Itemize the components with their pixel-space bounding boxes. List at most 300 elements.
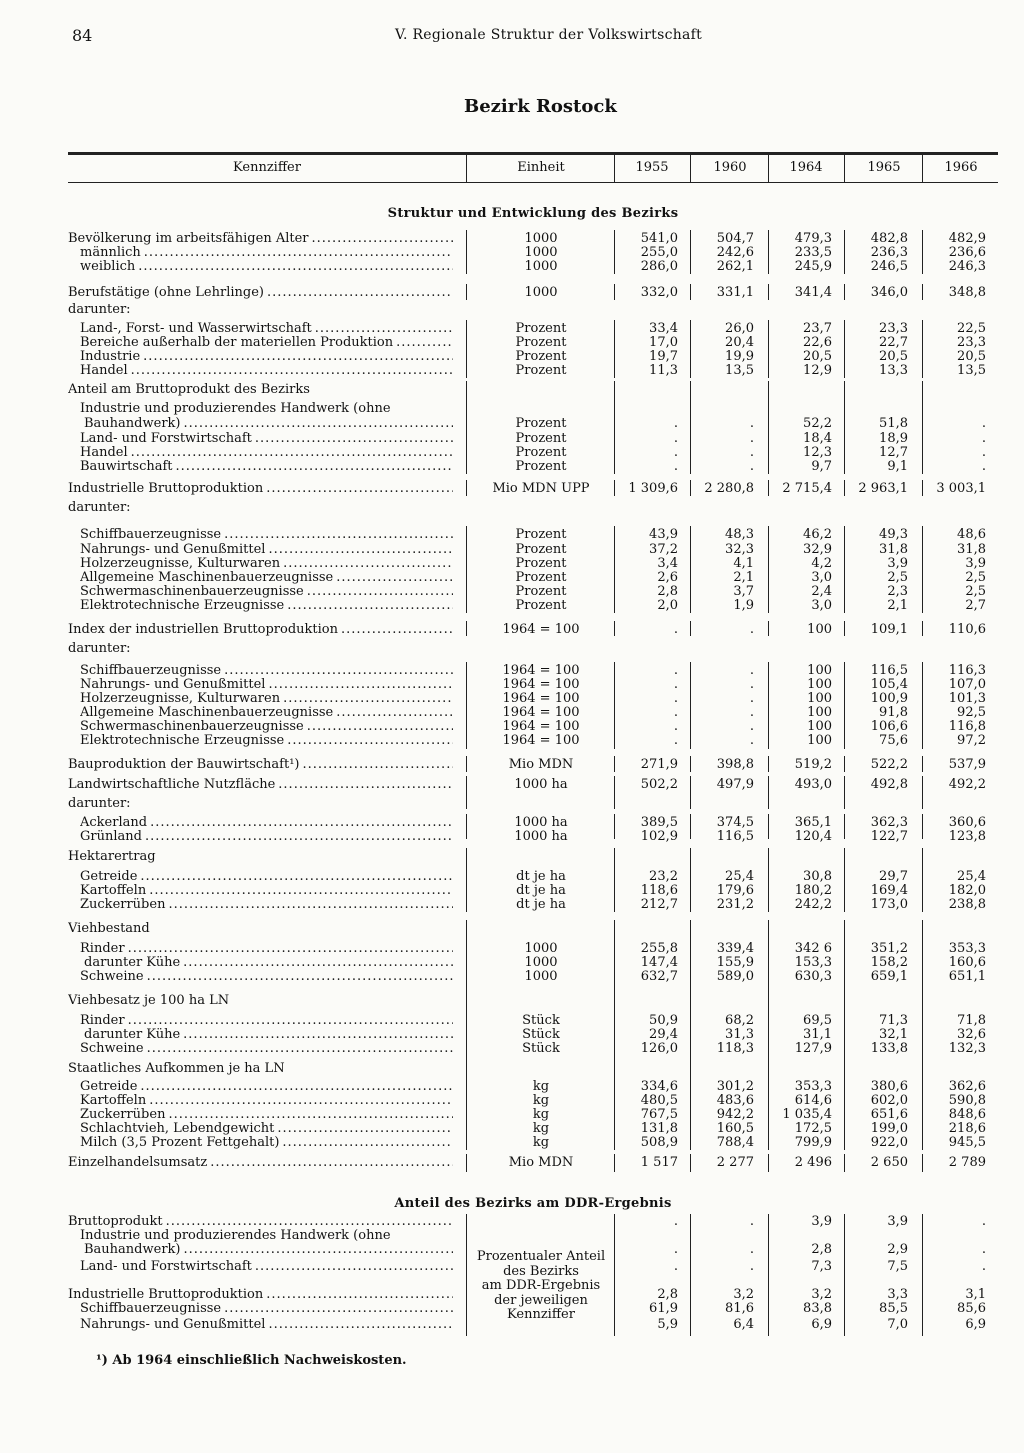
dot-leader: [307, 585, 453, 599]
row-label: [68, 922, 453, 936]
row-unit: 1000: [524, 285, 558, 300]
row-value: 480,5: [640, 1093, 678, 1108]
dot-leader: [168, 1108, 453, 1122]
table-row: [68, 417, 998, 431]
row-value: 18,9: [879, 431, 908, 446]
column-rule: [690, 814, 691, 839]
row-label-text: Schlachtvieh, Lebendgewicht: [80, 1122, 275, 1136]
share-unit-line: der jeweiligen: [494, 1292, 588, 1308]
column-rule: [768, 621, 769, 636]
row-value: 334,6: [640, 1079, 678, 1094]
row-value: 12,7: [879, 445, 908, 460]
row-value: .: [673, 705, 678, 720]
table-row: [68, 816, 998, 830]
row-label: [68, 797, 453, 811]
row-label: [80, 1229, 453, 1243]
row-value: 100: [807, 622, 832, 637]
row-label: [80, 734, 453, 748]
row-value: 17,0: [649, 335, 678, 350]
column-rule: [922, 230, 923, 274]
column-rule: [844, 230, 845, 274]
row-label: [68, 994, 453, 1008]
row-value: 147,4: [640, 955, 678, 970]
row-value: 32,6: [957, 1027, 986, 1042]
column-rule: [614, 1060, 615, 1150]
row-unit: Stück: [522, 1013, 560, 1028]
row-value: 22,7: [879, 335, 908, 350]
table-row: [68, 1122, 998, 1136]
table-row: [68, 1243, 998, 1257]
row-value: 365,1: [794, 815, 832, 830]
row-value: 362,6: [948, 1079, 986, 1094]
row-value: 242,6: [716, 245, 754, 260]
row-value: 71,3: [879, 1013, 908, 1028]
row-value: 109,1: [870, 622, 908, 637]
row-unit: Prozent: [515, 584, 567, 599]
column-rule: [690, 776, 691, 809]
row-value: .: [673, 733, 678, 748]
table-row: [68, 758, 998, 772]
row-value: 2 789: [948, 1155, 986, 1170]
row-unit: 1000: [524, 259, 558, 274]
table-row: [68, 482, 998, 496]
row-value: 68,2: [725, 1013, 754, 1028]
row-value: 100,9: [870, 691, 908, 706]
dot-leader: [168, 898, 453, 912]
column-rule: [466, 756, 467, 772]
row-value: 31,8: [957, 542, 986, 557]
row-value: 541,0: [640, 231, 678, 246]
row-label: [80, 585, 453, 599]
row-label: [80, 1108, 453, 1122]
row-label: [68, 1156, 453, 1170]
row-label-text: Rinder: [80, 942, 125, 956]
row-unit: 1964 = 100: [502, 705, 580, 720]
column-rule: [768, 1060, 769, 1150]
row-label-text: Nahrungs- und Genußmittel: [80, 678, 266, 692]
row-value: 2,5: [965, 570, 986, 585]
section-title-share: Anteil des Bezirks am DDR-Ergebnis: [394, 1196, 672, 1211]
row-value: .: [673, 431, 678, 446]
table-row: [68, 797, 998, 811]
table-row: [68, 970, 998, 984]
row-value: 7,3: [811, 1259, 832, 1274]
row-value: 2,1: [887, 598, 908, 613]
row-label: [80, 1042, 453, 1056]
row-label: [84, 1243, 453, 1257]
row-unit: Prozent: [515, 416, 567, 431]
row-value: 3,2: [733, 1287, 754, 1302]
row-unit: 1000: [524, 941, 558, 956]
row-value: 3,0: [811, 598, 832, 613]
column-rule: [768, 480, 769, 496]
row-unit: Prozent: [515, 570, 567, 585]
page-title: Bezirk Rostock: [464, 96, 617, 117]
row-value: 602,0: [870, 1093, 908, 1108]
header-column-rule: [466, 152, 467, 182]
table-row: [68, 585, 998, 599]
row-unit: Prozent: [515, 363, 567, 378]
row-label: [80, 830, 453, 844]
row-label: [68, 758, 453, 772]
row-value: 482,8: [870, 231, 908, 246]
table-row: [68, 1136, 998, 1150]
row-value: 262,1: [716, 259, 754, 274]
row-value: 651,6: [870, 1107, 908, 1122]
table-row: [68, 322, 998, 336]
row-label-text: darunter Kühe: [84, 956, 181, 970]
table-row: [68, 460, 998, 474]
row-value: 85,5: [879, 1301, 908, 1316]
row-unit: 1964 = 100: [502, 663, 580, 678]
column-rule: [844, 526, 845, 613]
row-label-text: Bereiche außerhalb der materiellen Produktion: [80, 336, 394, 350]
row-label-text: Grünland: [80, 830, 142, 844]
row-unit: Stück: [522, 1027, 560, 1042]
row-value: 160,5: [716, 1121, 754, 1136]
row-value: 120,4: [794, 829, 832, 844]
table-row: [68, 260, 998, 274]
page-number: 84: [72, 26, 93, 45]
row-value: 22,6: [803, 335, 832, 350]
row-value: 255,0: [640, 245, 678, 260]
row-value: 122,7: [870, 829, 908, 844]
row-value: 590,8: [948, 1093, 986, 1108]
column-rule: [922, 381, 923, 474]
row-unit: 1000 ha: [514, 777, 568, 792]
row-value: 271,9: [640, 757, 678, 772]
row-value: 3,9: [887, 1214, 908, 1229]
row-label-text: Elektrotechnische Erzeugnisse: [80, 734, 285, 748]
dot-leader: [268, 543, 453, 557]
row-value: 522,2: [870, 757, 908, 772]
dot-leader: [224, 528, 453, 542]
row-label: [68, 642, 453, 656]
row-unit: Prozent: [515, 598, 567, 613]
row-label: [80, 664, 453, 678]
dot-leader: [341, 623, 453, 637]
row-label: [84, 956, 453, 970]
dot-leader: [255, 432, 453, 446]
row-value: 4,1: [733, 556, 754, 571]
row-value: 3,7: [733, 584, 754, 599]
row-unit: Stück: [522, 1041, 560, 1056]
row-label-text: Kartoffeln: [80, 1094, 147, 1108]
row-value: 2 496: [794, 1155, 832, 1170]
row-value: 91,8: [879, 705, 908, 720]
row-value: 2,5: [965, 584, 986, 599]
dot-leader: [336, 706, 453, 720]
row-value: 100: [807, 733, 832, 748]
row-value: 100: [807, 691, 832, 706]
row-value: .: [673, 719, 678, 734]
dot-leader: [176, 460, 453, 474]
row-label-text: Schweine: [80, 1042, 144, 1056]
row-unit: 1000: [524, 245, 558, 260]
row-label-text: Nahrungs- und Genußmittel: [80, 1318, 266, 1332]
row-value: 492,2: [948, 777, 986, 792]
row-value: 332,0: [640, 285, 678, 300]
table-row: [68, 692, 998, 706]
table-row: [68, 528, 998, 542]
row-value: 346,0: [870, 285, 908, 300]
row-value: 46,2: [803, 527, 832, 542]
row-label-text: Bauhandwerk): [84, 1243, 181, 1257]
row-label: [68, 623, 453, 637]
dot-leader: [140, 1080, 453, 1094]
row-value: 493,0: [794, 777, 832, 792]
row-label: [80, 706, 453, 720]
row-value: 245,9: [794, 259, 832, 274]
column-rule: [844, 662, 845, 749]
table-row: [68, 942, 998, 956]
row-label-text: Bauwirtschaft: [80, 460, 173, 474]
row-value: 49,3: [879, 527, 908, 542]
row-label-text: Ackerland: [80, 816, 148, 830]
row-value: 614,6: [794, 1093, 832, 1108]
row-value: 331,1: [716, 285, 754, 300]
column-rule: [466, 662, 467, 749]
row-label-text: Industrie und produzierendes Handwerk (ohne: [80, 402, 391, 416]
row-value: 651,1: [948, 969, 986, 984]
column-rule: [922, 621, 923, 636]
row-value: .: [749, 719, 754, 734]
row-value: 33,4: [649, 321, 678, 336]
column-rule: [466, 381, 467, 474]
table-row: [68, 1080, 998, 1094]
column-rule: [614, 381, 615, 474]
header-column-rule: [768, 152, 769, 182]
dot-leader: [266, 1288, 453, 1302]
row-label: [68, 778, 453, 792]
row-label-text: Allgemeine Maschinenbauerzeugnisse: [80, 571, 334, 585]
column-rule: [768, 320, 769, 378]
row-value: 2,9: [887, 1242, 908, 1257]
row-label: [80, 322, 453, 336]
table-row: [68, 706, 998, 720]
dot-leader: [144, 246, 453, 260]
table-row: [68, 678, 998, 692]
column-rule: [466, 284, 467, 300]
column-rule: [922, 814, 923, 839]
row-value: 492,8: [870, 777, 908, 792]
header-column-rule: [690, 152, 691, 182]
column-rule: [690, 848, 691, 912]
table-row: [68, 664, 998, 678]
row-value: 20,5: [957, 349, 986, 364]
row-value: 81,6: [725, 1301, 754, 1316]
row-unit: Prozent: [515, 445, 567, 460]
row-value: 2,5: [887, 570, 908, 585]
header-column-rule: [614, 152, 615, 182]
row-value: 23,2: [649, 869, 678, 884]
row-label: [68, 1288, 453, 1302]
row-value: .: [749, 459, 754, 474]
dot-leader: [143, 350, 453, 364]
row-value: 2,8: [811, 1242, 832, 1257]
row-value: 126,0: [640, 1041, 678, 1056]
row-label-text: Zuckerrüben: [80, 898, 166, 912]
row-label: [80, 246, 453, 260]
row-value: 2 715,4: [782, 481, 832, 496]
row-value: 97,2: [957, 733, 986, 748]
table-row: [68, 557, 998, 571]
table-row: [68, 1318, 998, 1332]
row-value: 246,3: [948, 259, 986, 274]
row-label-text: Industrie: [80, 350, 141, 364]
row-unit: kg: [532, 1093, 550, 1108]
row-label: [80, 1014, 453, 1028]
column-rule: [922, 756, 923, 772]
row-unit: 1964 = 100: [502, 677, 580, 692]
row-value: 2,8: [657, 1287, 678, 1302]
column-rule: [466, 621, 467, 636]
column-rule: [614, 1214, 615, 1336]
row-value: 9,7: [811, 459, 832, 474]
row-label-text: Index der industriellen Bruttoproduktion: [68, 623, 338, 637]
row-value: 238,8: [948, 897, 986, 912]
row-unit: Prozent: [515, 527, 567, 542]
row-value: 179,6: [716, 883, 754, 898]
column-rule: [922, 320, 923, 378]
row-label-text: darunter:: [68, 303, 131, 317]
row-unit: Prozent: [515, 349, 567, 364]
row-label: [68, 482, 453, 496]
row-value: 127,9: [794, 1041, 832, 1056]
column-rule: [690, 320, 691, 378]
row-value: .: [981, 431, 986, 446]
table-row: [68, 432, 998, 446]
row-label: [80, 557, 453, 571]
dot-leader: [147, 970, 453, 984]
row-label: [80, 350, 453, 364]
row-label-text: Bruttoprodukt: [68, 1215, 163, 1229]
table-row: [68, 956, 998, 970]
row-value: 11,3: [649, 363, 678, 378]
dot-leader: [183, 1028, 453, 1042]
row-value: 48,3: [725, 527, 754, 542]
column-rule: [614, 776, 615, 809]
column-rule: [614, 284, 615, 300]
row-label: [80, 402, 453, 416]
row-value: 13,5: [957, 363, 986, 378]
row-value: 218,6: [948, 1121, 986, 1136]
table-row: [68, 501, 998, 515]
row-label-text: Einzelhandelsumsatz: [68, 1156, 208, 1170]
column-rule: [844, 1154, 845, 1172]
row-value: 43,9: [649, 527, 678, 542]
row-value: .: [673, 1259, 678, 1274]
row-label-text: männlich: [80, 246, 141, 260]
row-value: .: [981, 416, 986, 431]
row-label: [80, 1136, 453, 1150]
row-value: 100: [807, 705, 832, 720]
column-rule: [614, 526, 615, 613]
row-label: [80, 1080, 453, 1094]
row-value: 341,4: [794, 285, 832, 300]
column-rule: [844, 621, 845, 636]
dot-leader: [266, 482, 453, 496]
row-label-text: Schwermaschinenbauerzeugnisse: [80, 585, 304, 599]
column-rule: [466, 814, 467, 839]
column-rule: [844, 756, 845, 772]
row-value: 246,5: [870, 259, 908, 274]
row-label-text: Bauproduktion der Bauwirtschaft¹): [68, 758, 300, 772]
row-label: [80, 446, 453, 460]
column-rule: [768, 1154, 769, 1172]
row-value: .: [673, 691, 678, 706]
row-unit: 1000 ha: [514, 829, 568, 844]
row-value: 32,9: [803, 542, 832, 557]
dot-leader: [145, 830, 453, 844]
row-value: .: [749, 733, 754, 748]
column-rule: [614, 320, 615, 378]
dot-leader: [183, 417, 453, 431]
table-row: [68, 870, 998, 884]
column-rule: [922, 1060, 923, 1150]
row-label-text: Elektrotechnische Erzeugnisse: [80, 599, 285, 613]
row-label: [68, 303, 453, 317]
dot-leader: [283, 692, 453, 706]
column-rule: [922, 662, 923, 749]
table-row: [68, 383, 998, 397]
row-label-text: Allgemeine Maschinenbauerzeugnisse: [80, 706, 334, 720]
row-unit: Prozent: [515, 321, 567, 336]
table-row: [68, 1288, 998, 1302]
table-row: [68, 1108, 998, 1122]
row-label: [80, 1318, 453, 1332]
row-unit: Prozent: [515, 556, 567, 571]
row-label: [68, 232, 453, 246]
dot-leader: [224, 1302, 453, 1316]
dot-leader: [287, 599, 453, 613]
column-rule: [922, 480, 923, 496]
row-value: 12,9: [803, 363, 832, 378]
row-value: .: [981, 1242, 986, 1257]
row-value: .: [673, 1242, 678, 1257]
column-rule: [844, 848, 845, 912]
row-value: 353,3: [794, 1079, 832, 1094]
column-rule: [466, 480, 467, 496]
row-value: 2 650: [870, 1155, 908, 1170]
column-rule: [614, 230, 615, 274]
dot-leader: [282, 1136, 453, 1150]
row-label-text: darunter Kühe: [84, 1028, 181, 1042]
row-unit: dt je ha: [516, 869, 566, 884]
table-row: [68, 778, 998, 792]
row-unit: Mio MDN: [508, 757, 574, 772]
row-value: 85,6: [957, 1301, 986, 1316]
row-value: 348,8: [948, 285, 986, 300]
row-label: [80, 1260, 453, 1274]
column-rule: [466, 776, 467, 809]
row-label: [80, 1094, 453, 1108]
row-label-text: Nahrungs- und Genußmittel: [80, 543, 266, 557]
row-value: 3,3: [887, 1287, 908, 1302]
row-value: 3,4: [657, 556, 678, 571]
row-unit: 1000: [524, 969, 558, 984]
dot-leader: [283, 557, 453, 571]
row-label: [80, 336, 453, 350]
dot-leader: [336, 571, 453, 585]
row-value: 19,9: [725, 349, 754, 364]
column-rule: [614, 480, 615, 496]
row-label-text: Rinder: [80, 1014, 125, 1028]
column-rule: [614, 1154, 615, 1172]
row-value: 6,9: [965, 1317, 986, 1332]
row-value: 106,6: [870, 719, 908, 734]
row-label-text: Land-, Forst- und Wasserwirtschaft: [80, 322, 312, 336]
